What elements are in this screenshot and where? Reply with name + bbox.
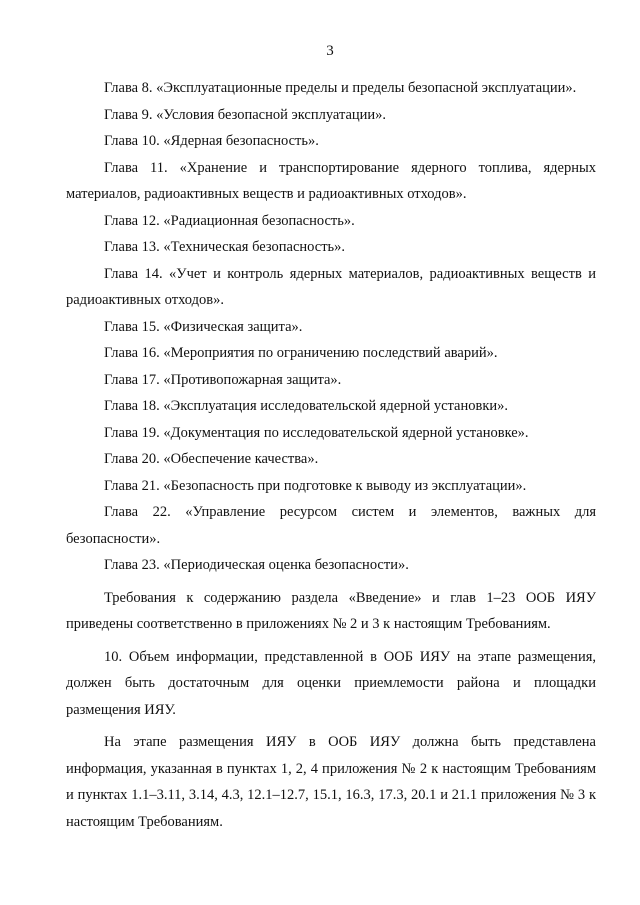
- chapter-8-item: Глава 8. «Эксплуатационные пределы и пределы безопасной эксплуатации».: [104, 80, 577, 96]
- chapter-12-item: Глава 12. «Радиационная безопасность».: [104, 212, 355, 229]
- chapter-16-item: Глава 16. «Мероприятия по ограничению последствий аварий».: [104, 345, 498, 361]
- chapter-14-item: Глава 14. «Учет и контроль ядерных материалов, радиоактивных веществ и радиоактивных отходов».: [66, 265, 596, 308]
- chapter-22-item: Глава 22. «Управление ресурсом систем и элементов, важных для безопасности».: [66, 504, 596, 547]
- chapter-18-item: Глава 18. «Эксплуатация исследовательской ядерной установки».: [104, 398, 509, 414]
- requirements-paragraph: Требования к содержанию раздела «Введение» и глав 1–23 ООБ ИЯУ приведены соответственно в приложениях № 2 и 3 к настоящим Требованиям.: [66, 589, 596, 632]
- page-number: 3: [326, 43, 334, 59]
- chapter-10-item: Глава 10. «Ядерная безопасность».: [104, 133, 319, 149]
- chapter-21-item: Глава 21. «Безопасность при подготовке к выводу из эксплуатации».: [104, 477, 527, 494]
- chapter-20-item: Глава 20. «Обеспечение качества».: [104, 451, 319, 467]
- chapter-13-item: Глава 13. «Техническая безопасность».: [104, 239, 346, 255]
- chapter-23-item: Глава 23. «Периодическая оценка безопасности».: [104, 557, 409, 573]
- clause-10-paragraph: 10. Объем информации, представленной в ООБ ИЯУ на этапе размещения, должен быть достаточным для оценки приемлемости района и площадки размещения ИЯУ.: [66, 648, 596, 718]
- siting-stage-paragraph: На этапе размещения ИЯУ в ООБ ИЯУ должна быть представлена информация, указанная в пунктах 1, 2, 4 приложения № 2 к настоящим Требованиям и пунктах 1.1–3.11, 3.14, 4.3, 12.1–12.7, 15.1, 16.3, 17.3, 20.1 и 21.1 приложения № 3 к настоящим Требованиям.: [66, 734, 596, 830]
- chapter-15-item: Глава 15. «Физическая защита».: [104, 318, 303, 335]
- chapter-17-item: Глава 17. «Противопожарная защита».: [104, 371, 342, 388]
- chapter-19-item: Глава 19. «Документация по исследовательской ядерной установке».: [104, 424, 529, 441]
- chapter-9-item: Глава 9. «Условия безопасной эксплуатации».: [104, 106, 387, 123]
- chapter-11-item: Глава 11. «Хранение и транспортирование ядерного топлива, ядерных материалов, радиоактивных веществ и радиоактивных отходов».: [66, 159, 596, 202]
- document-body: [66, 75, 596, 835]
